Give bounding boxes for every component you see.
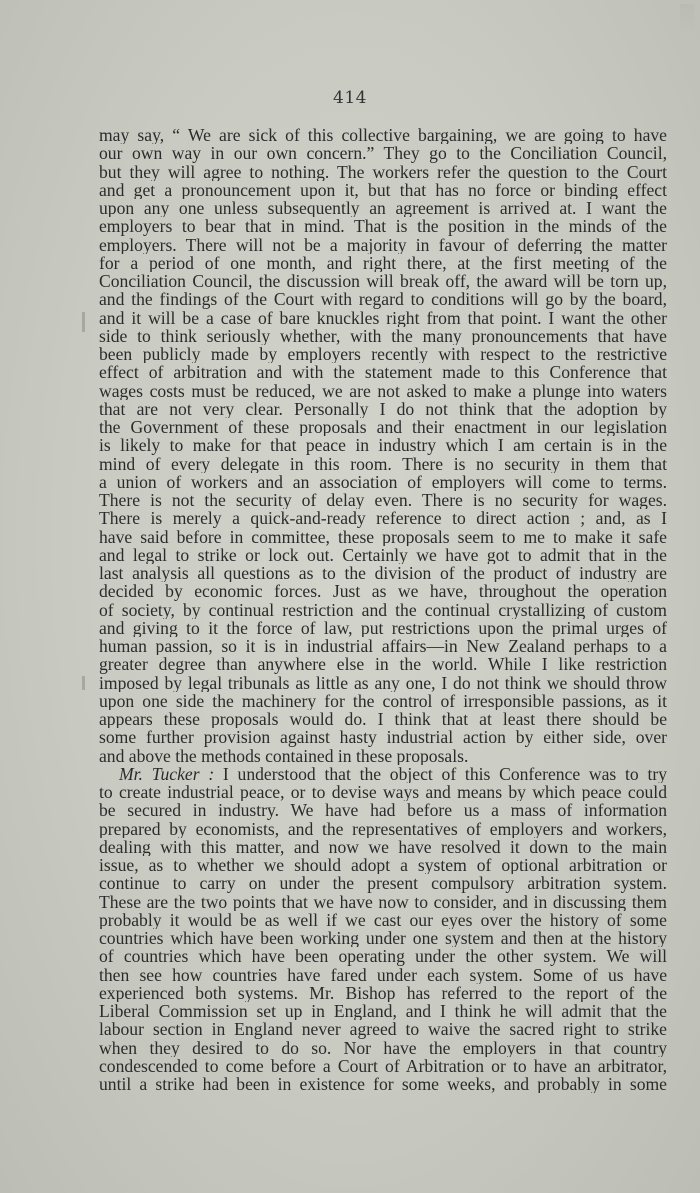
text-line: continue to carry on under the present compulsory arbitration system. bbox=[99, 874, 667, 893]
margin-mark bbox=[82, 312, 85, 332]
text-line: and giving to it the force of law, put restrictions upon the primal urges of bbox=[99, 618, 667, 637]
text-line: human passion, so it is in industrial affairs—in New Zealand perhaps to a bbox=[99, 637, 667, 656]
paragraph-2-first-line-text: I understood that the object of this Conference was to try bbox=[214, 764, 667, 783]
text-line: condescended to come before a Court of Arbitration or to have an arbitrator, bbox=[99, 1056, 667, 1075]
text-line: been publicly made by employers recently with respect to the restrictive bbox=[99, 345, 667, 364]
text-line: employers. There will not be a majority in favour of deferring the matter bbox=[99, 235, 667, 254]
text-line: and above the methods contained in these proposals. bbox=[99, 746, 469, 765]
text-line: but they will agree to nothing. The workers refer the question to the Court bbox=[99, 162, 667, 181]
paragraph-1 bbox=[99, 126, 667, 765]
text-line: some further provision against hasty industrial action by either side, over bbox=[99, 728, 667, 747]
text-line: countries which have been working under one system and then at the history bbox=[99, 929, 667, 948]
text-line: is likely to make for that peace in industry which I am certain is in the bbox=[99, 436, 667, 455]
text-line: the Government of these proposals and their enactment in our legislation bbox=[99, 418, 667, 437]
text-line: Liberal Commission set up in England, and I think he will admit that the bbox=[99, 1002, 667, 1021]
text-line: have said before in committee, these proposals seem to me to make it safe bbox=[99, 527, 667, 546]
text-line: labour section in England never agreed to waive the sacred right to strike bbox=[99, 1020, 667, 1039]
text-line: There is not the security of delay even. There is no security for wages. bbox=[99, 491, 667, 510]
paragraph-2 bbox=[99, 765, 667, 1094]
text-line: and legal to strike or lock out. Certainly we have got to admit that in the bbox=[99, 545, 667, 564]
text-line: decided by economic forces. Just as we have, throughout the operation bbox=[99, 582, 667, 601]
text-line: last analysis all questions as to the division of the product of industry are bbox=[99, 564, 667, 583]
text-line: and get a pronouncement upon it, but that has no force or binding effect bbox=[99, 180, 667, 199]
text-line: probably it would be as well if we cast our eyes over the history of some bbox=[99, 910, 667, 929]
text-line: greater degree than anywhere else in the world. While I like restriction bbox=[99, 655, 667, 674]
text-line: prepared by economists, and the representatives of employers and workers, bbox=[99, 819, 667, 838]
text-line: appears these proposals would do. I think that at least there should be bbox=[99, 710, 667, 729]
text-line: effect of arbitration and with the statement made to this Conference that bbox=[99, 363, 667, 382]
speaker-name: Mr. Tucker : bbox=[119, 764, 215, 783]
text-line: and it will be a case of bare knuckles right from that point. I want the other bbox=[99, 308, 667, 327]
text-line: experienced both systems. Mr. Bishop has referred to the report of the bbox=[99, 983, 667, 1002]
text-line: issue, as to whether we should adopt a system of optional arbitration or bbox=[99, 856, 667, 875]
text-line: until a strike had been in existence for some weeks, and probably in some bbox=[99, 1075, 667, 1094]
text-line: a union of workers and an association of employers will come to terms. bbox=[99, 472, 667, 491]
text-line: then see how countries have fared under each system. Some of us have bbox=[99, 965, 667, 984]
text-line: to create industrial peace, or to devise ways and means by which peace could bbox=[99, 783, 667, 802]
body-text bbox=[99, 126, 667, 1093]
text-line: upon any one unless subsequently an agreement is arrived at. I want the bbox=[99, 199, 667, 218]
text-line: Conciliation Council, the discussion will break off, the award will be torn up, bbox=[99, 272, 667, 291]
text-line: for a period of one month, and right there, at the first meeting of the bbox=[99, 253, 667, 272]
text-line: wages costs must be reduced, we are not asked to make a plunge into waters bbox=[99, 381, 667, 400]
text-line: dealing with this matter, and now we have resolved it down to the main bbox=[99, 837, 667, 856]
page-number: 414 bbox=[333, 88, 367, 108]
text-line: when they desired to do so. Nor have the employers in that country bbox=[99, 1038, 667, 1057]
text-line: imposed by legal tribunals as little as any one, I do not think we should throw bbox=[99, 673, 667, 692]
paragraph-2-first-line bbox=[99, 765, 667, 783]
text-line: our own way in our own concern.” They go to the Conciliation Council, bbox=[99, 144, 667, 163]
text-line: of countries which have been operating under the other system. We will bbox=[99, 947, 667, 966]
text-line: of society, by continual restriction and the continual crystallizing of custom bbox=[99, 600, 667, 619]
corner-smudge bbox=[680, 4, 694, 34]
text-line: mind of every delegate in this room. There is no security in them that bbox=[99, 454, 667, 473]
text-line: be secured in industry. We have had before us a mass of information bbox=[99, 801, 667, 820]
text-line: employers to bear that in mind. That is the position in the minds of the bbox=[99, 217, 667, 236]
text-line: These are the two points that we have now to consider, and in discussing them bbox=[99, 892, 667, 911]
text-line: There is merely a quick-and-ready reference to direct action ; and, as I bbox=[99, 509, 667, 528]
text-line: and the findings of the Court with regard to conditions will go by the board, bbox=[99, 290, 667, 309]
text-line: upon one side the machinery for the control of irresponsible passions, as it bbox=[99, 691, 667, 710]
text-line: may say, “ We are sick of this collective bargaining, we are going to have bbox=[99, 126, 667, 145]
text-line: that are not very clear. Personally I do not think that the adoption by bbox=[99, 399, 667, 418]
text-line: side to think seriously whether, with the many pronouncements that have bbox=[99, 326, 667, 345]
margin-mark bbox=[82, 676, 85, 690]
